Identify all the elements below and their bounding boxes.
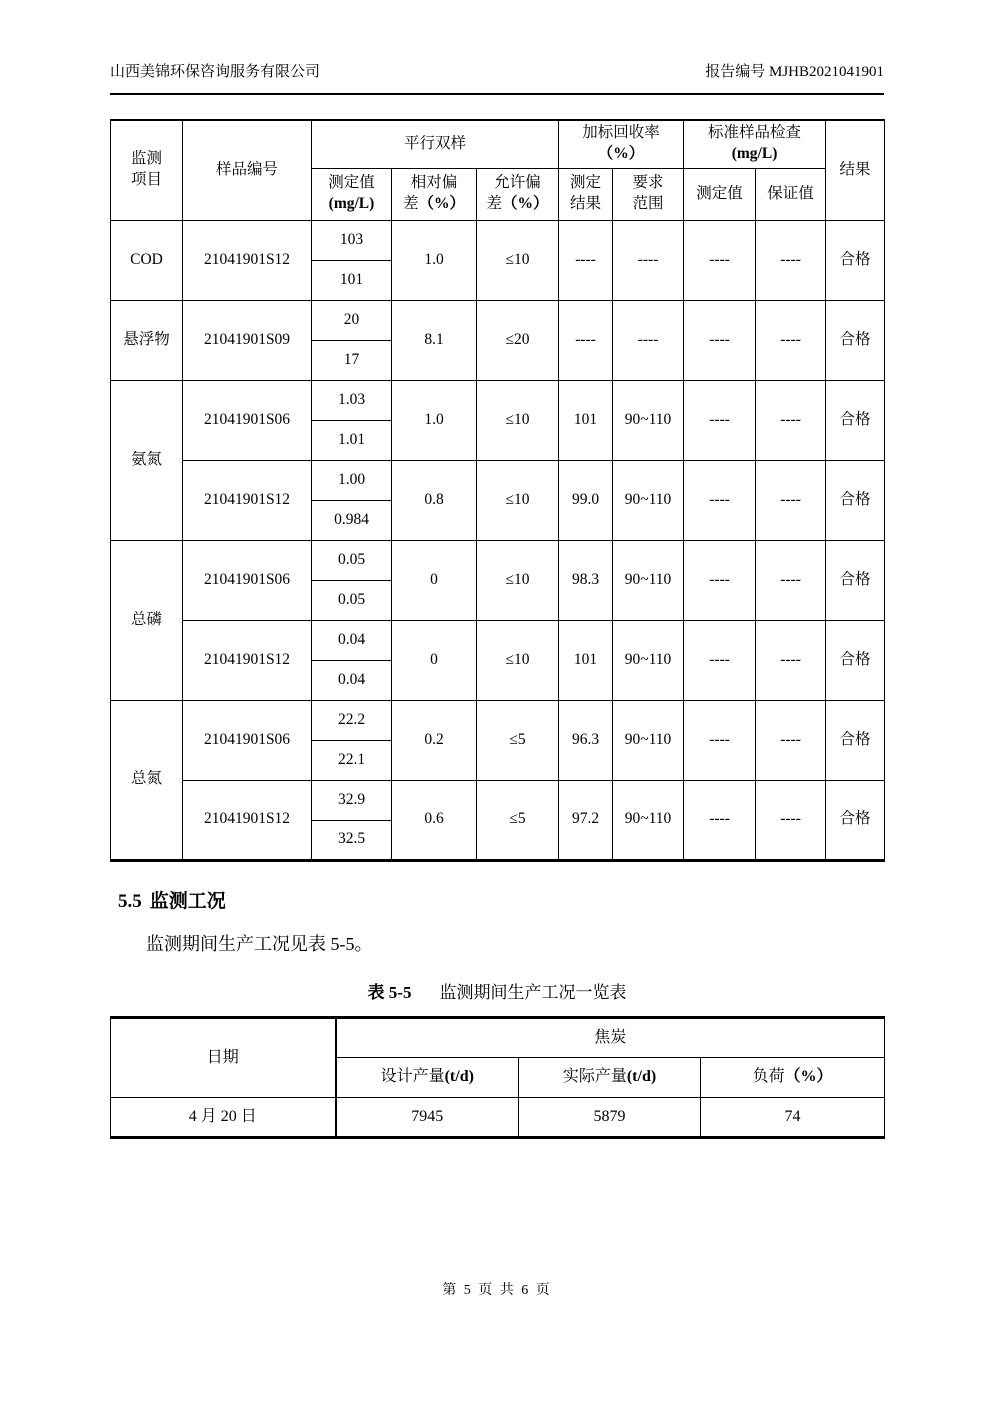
production-table — [110, 1016, 885, 1139]
result-cell: 合格 — [826, 220, 885, 300]
std-measured-cell: ---- — [684, 460, 756, 540]
col-header-recovery-result: 测定 结果 — [559, 168, 613, 220]
value-cell: 22.1 — [312, 740, 392, 780]
recovery-cell: ---- — [559, 300, 613, 380]
range-cell: 90~110 — [613, 620, 684, 700]
allowed-dev-cell: ≤20 — [477, 300, 559, 380]
section-title: 监测工况 — [149, 890, 226, 912]
std-measured-cell: ---- — [684, 540, 756, 620]
sample-cell: 21041901S09 — [183, 300, 312, 380]
sample-cell: 21041901S06 — [183, 540, 312, 620]
value-cell: 1.00 — [312, 460, 392, 500]
col-header-load: 负荷（%） — [701, 1057, 885, 1097]
std-guaranteed-cell: ---- — [756, 780, 826, 860]
table-row — [111, 540, 885, 580]
col-header-result: 结果 — [826, 120, 885, 220]
col-header-measured: 测定值 (mg/L) — [312, 168, 392, 220]
relative-dev-cell: 8.1 — [392, 300, 477, 380]
col-header-relative-dev: 相对偏 差（%） — [392, 168, 477, 220]
result-cell: 合格 — [826, 700, 885, 780]
sample-cell: 21041901S12 — [183, 620, 312, 700]
body-paragraph: 监测期间生产工况见表 5-5。 — [146, 933, 373, 954]
relative-dev-cell: 0.2 — [392, 700, 477, 780]
std-measured-cell: ---- — [684, 780, 756, 860]
value-cell: 0.04 — [312, 620, 392, 660]
value-cell: 0.05 — [312, 580, 392, 620]
col-header-std-guaranteed: 保证值 — [756, 168, 826, 220]
recovery-cell: ---- — [559, 220, 613, 300]
relative-dev-cell: 0 — [392, 540, 477, 620]
table-row — [111, 700, 885, 740]
section-number: 5.5 — [118, 890, 142, 912]
result-cell: 合格 — [826, 620, 885, 700]
item-cell: 氨氮 — [111, 380, 183, 540]
range-cell: ---- — [613, 220, 684, 300]
allowed-dev-cell: ≤10 — [477, 460, 559, 540]
table-caption-title: 监测期间生产工况一览表 — [439, 982, 627, 1002]
sample-cell: 21041901S06 — [183, 380, 312, 460]
allowed-dev-cell: ≤10 — [477, 220, 559, 300]
value-cell: 101 — [312, 260, 392, 300]
col-header-design-output: 设计产量(t/d) — [336, 1057, 519, 1097]
recovery-cell: 98.3 — [559, 540, 613, 620]
section-heading — [110, 886, 884, 913]
item-cell: 悬浮物 — [111, 300, 183, 380]
range-cell: 90~110 — [613, 380, 684, 460]
table-caption-label: 表 5-5 — [367, 982, 412, 1002]
table-row — [111, 780, 885, 820]
std-measured-cell: ---- — [684, 300, 756, 380]
table-row — [111, 1097, 885, 1137]
std-guaranteed-cell: ---- — [756, 540, 826, 620]
sample-cell: 21041901S06 — [183, 700, 312, 780]
range-cell: ---- — [613, 300, 684, 380]
value-cell: 0.05 — [312, 540, 392, 580]
recovery-cell: 99.0 — [559, 460, 613, 540]
item-cell: 总氮 — [111, 700, 183, 860]
relative-dev-cell: 0 — [392, 620, 477, 700]
result-cell: 合格 — [826, 780, 885, 860]
sample-cell: 21041901S12 — [183, 220, 312, 300]
page-header — [110, 62, 884, 95]
result-cell: 合格 — [826, 460, 885, 540]
std-guaranteed-cell: ---- — [756, 300, 826, 380]
table-row — [111, 620, 885, 660]
relative-dev-cell: 1.0 — [392, 380, 477, 460]
page-number: 第 5 页 共 6 页 — [442, 1282, 552, 1298]
value-cell: 17 — [312, 340, 392, 380]
value-cell: 20 — [312, 300, 392, 340]
recovery-cell: 97.2 — [559, 780, 613, 860]
relative-dev-cell: 0.8 — [392, 460, 477, 540]
qc-results-table — [110, 119, 885, 862]
std-guaranteed-cell: ---- — [756, 380, 826, 460]
value-cell: 32.5 — [312, 820, 392, 860]
std-measured-cell: ---- — [684, 380, 756, 460]
result-cell: 合格 — [826, 540, 885, 620]
relative-dev-cell: 1.0 — [392, 220, 477, 300]
std-guaranteed-cell: ---- — [756, 700, 826, 780]
company-name: 山西美锦环保咨询服务有限公司 — [110, 64, 321, 80]
table-row — [111, 220, 885, 260]
item-cell: 总磷 — [111, 540, 183, 700]
col-group-standard: 标准样品检查 (mg/L) — [684, 120, 826, 168]
load-cell: 74 — [701, 1097, 885, 1137]
col-header-allowed-dev: 允许偏 差（%） — [477, 168, 559, 220]
design-output-cell: 7945 — [336, 1097, 519, 1137]
recovery-cell: 101 — [559, 380, 613, 460]
col-header-date: 日期 — [111, 1017, 336, 1097]
allowed-dev-cell: ≤10 — [477, 380, 559, 460]
col-header-std-measured: 测定值 — [684, 168, 756, 220]
allowed-dev-cell: ≤5 — [477, 780, 559, 860]
std-measured-cell: ---- — [684, 220, 756, 300]
col-group-parallel: 平行双样 — [312, 120, 559, 168]
date-cell: 4 月 20 日 — [111, 1097, 336, 1137]
value-cell: 1.01 — [312, 420, 392, 460]
allowed-dev-cell: ≤10 — [477, 540, 559, 620]
range-cell: 90~110 — [613, 780, 684, 860]
col-header-sample: 样品编号 — [183, 120, 312, 220]
value-cell: 32.9 — [312, 780, 392, 820]
allowed-dev-cell: ≤10 — [477, 620, 559, 700]
sample-cell: 21041901S12 — [183, 780, 312, 860]
std-measured-cell: ---- — [684, 700, 756, 780]
value-cell: 22.2 — [312, 700, 392, 740]
table-row — [111, 300, 885, 340]
relative-dev-cell: 0.6 — [392, 780, 477, 860]
col-header-actual-output: 实际产量(t/d) — [519, 1057, 701, 1097]
value-cell: 0.04 — [312, 660, 392, 700]
std-guaranteed-cell: ---- — [756, 460, 826, 540]
range-cell: 90~110 — [613, 460, 684, 540]
actual-output-cell: 5879 — [519, 1097, 701, 1137]
value-cell: 0.984 — [312, 500, 392, 540]
range-cell: 90~110 — [613, 540, 684, 620]
col-header-item: 监测 项目 — [111, 120, 183, 220]
range-cell: 90~110 — [613, 700, 684, 780]
table-caption — [110, 978, 884, 1003]
result-cell: 合格 — [826, 380, 885, 460]
value-cell: 1.03 — [312, 380, 392, 420]
recovery-cell: 101 — [559, 620, 613, 700]
allowed-dev-cell: ≤5 — [477, 700, 559, 780]
std-guaranteed-cell: ---- — [756, 620, 826, 700]
value-cell: 103 — [312, 220, 392, 260]
std-guaranteed-cell: ---- — [756, 220, 826, 300]
col-group-product: 焦炭 — [336, 1017, 885, 1057]
recovery-cell: 96.3 — [559, 700, 613, 780]
col-group-recovery: 加标回收率 （%） — [559, 120, 684, 168]
sample-cell: 21041901S12 — [183, 460, 312, 540]
item-cell: COD — [111, 220, 183, 300]
table-row — [111, 460, 885, 500]
table-row — [111, 380, 885, 420]
result-cell: 合格 — [826, 300, 885, 380]
std-measured-cell: ---- — [684, 620, 756, 700]
report-number: 报告编号 MJHB2021041901 — [705, 64, 884, 80]
col-header-required-range: 要求 范围 — [613, 168, 684, 220]
